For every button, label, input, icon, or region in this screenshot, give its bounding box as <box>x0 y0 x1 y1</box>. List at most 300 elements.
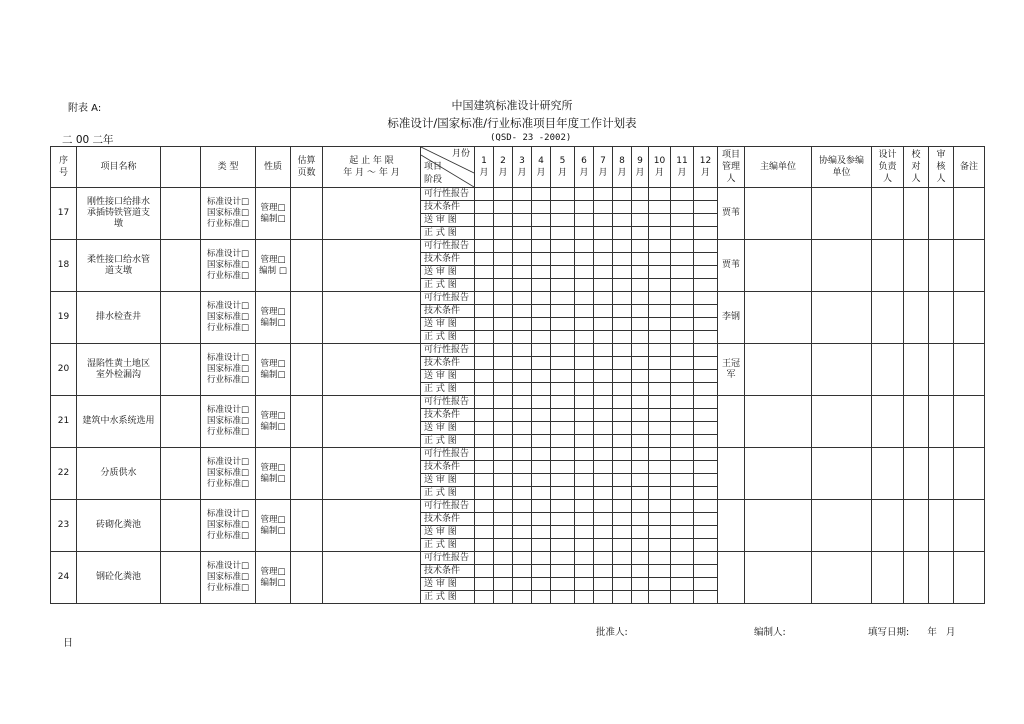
month-cell <box>494 591 513 604</box>
month-cell <box>649 526 671 539</box>
header-project-name: 项目名称 <box>77 147 161 188</box>
header-pages: 估算 页数 <box>291 147 323 188</box>
month-cell <box>649 422 671 435</box>
month-cell <box>649 435 671 448</box>
month-cell <box>632 318 649 331</box>
month-cell <box>551 188 575 201</box>
month-cell <box>513 474 532 487</box>
month-cell <box>613 318 632 331</box>
month-cell <box>694 526 718 539</box>
month-cell <box>649 279 671 292</box>
month-cell <box>632 292 649 305</box>
month-cell <box>649 552 671 565</box>
month-cell <box>594 448 613 461</box>
row-stage: 送 审 图 <box>421 422 475 435</box>
month-cell <box>594 500 613 513</box>
month-cell <box>513 565 532 578</box>
month-cell <box>613 461 632 474</box>
row-blank <box>161 188 201 240</box>
month-cell <box>613 227 632 240</box>
month-cell <box>551 331 575 344</box>
month-cell <box>475 253 494 266</box>
month-cell <box>671 279 694 292</box>
month-cell <box>532 279 551 292</box>
row-nature: 管理□ 编制□ <box>256 292 291 344</box>
row-project-name: 建筑中水系统选用 <box>77 396 161 448</box>
row-project-name: 排水检查井 <box>77 292 161 344</box>
month-cell <box>575 305 594 318</box>
document-code: (QSD- 23 -2002) <box>490 133 572 143</box>
month-cell <box>551 500 575 513</box>
month-cell <box>694 552 718 565</box>
month-cell <box>494 253 513 266</box>
row-designer <box>872 448 904 500</box>
header-month: 5 月 <box>551 147 575 188</box>
month-cell <box>513 578 532 591</box>
row-co-unit <box>812 500 872 552</box>
row-seq: 23 <box>51 500 77 552</box>
month-cell <box>632 305 649 318</box>
header-blank <box>161 147 201 188</box>
month-cell <box>575 461 594 474</box>
row-pages <box>291 396 323 448</box>
month-cell <box>632 487 649 500</box>
month-cell <box>494 487 513 500</box>
month-cell <box>575 279 594 292</box>
month-cell <box>594 305 613 318</box>
attachment-label: 附表 A: <box>68 103 102 114</box>
row-remark <box>954 188 985 240</box>
row-reviewer <box>929 188 954 240</box>
month-cell <box>551 526 575 539</box>
month-cell <box>575 422 594 435</box>
month-cell <box>649 383 671 396</box>
row-stage: 正 式 图 <box>421 383 475 396</box>
month-cell <box>613 500 632 513</box>
month-cell <box>532 201 551 214</box>
month-cell <box>649 565 671 578</box>
row-manager <box>718 448 745 500</box>
header-month: 2 月 <box>494 147 513 188</box>
month-cell <box>613 487 632 500</box>
month-cell <box>671 240 694 253</box>
month-cell <box>594 461 613 474</box>
row-type: 标准设计□ 国家标准□ 行业标准□ <box>201 344 256 396</box>
month-cell <box>494 396 513 409</box>
row-stage: 送 审 图 <box>421 266 475 279</box>
header-month: 3 月 <box>513 147 532 188</box>
row-stage: 正 式 图 <box>421 487 475 500</box>
row-blank <box>161 448 201 500</box>
row-stage: 技术条件 <box>421 513 475 526</box>
row-main-unit <box>745 240 812 292</box>
month-cell <box>551 565 575 578</box>
month-cell <box>494 565 513 578</box>
row-designer <box>872 552 904 604</box>
month-cell <box>532 487 551 500</box>
month-cell <box>494 201 513 214</box>
month-cell <box>671 318 694 331</box>
month-cell <box>613 591 632 604</box>
month-cell <box>551 539 575 552</box>
month-cell <box>475 279 494 292</box>
month-cell <box>649 461 671 474</box>
row-co-unit <box>812 240 872 292</box>
month-cell <box>613 305 632 318</box>
row-period <box>323 552 421 604</box>
header-stage-label: 阶段 <box>424 175 443 185</box>
month-cell <box>594 279 613 292</box>
header-month: 9 月 <box>632 147 649 188</box>
month-cell <box>575 578 594 591</box>
month-cell <box>694 461 718 474</box>
month-cell <box>575 266 594 279</box>
month-cell <box>594 487 613 500</box>
header-designer: 设计 负责 人 <box>872 147 904 188</box>
month-cell <box>694 344 718 357</box>
row-manager: 贾苇 <box>718 240 745 292</box>
month-cell <box>671 292 694 305</box>
header-month: 8 月 <box>613 147 632 188</box>
month-cell <box>532 266 551 279</box>
row-stage: 技术条件 <box>421 357 475 370</box>
month-cell <box>513 396 532 409</box>
month-cell <box>694 253 718 266</box>
month-cell <box>494 578 513 591</box>
month-cell <box>632 526 649 539</box>
header-item-label: 项目 <box>424 162 443 172</box>
row-pages <box>291 292 323 344</box>
month-cell <box>575 357 594 370</box>
month-cell <box>551 357 575 370</box>
month-cell <box>694 357 718 370</box>
month-cell <box>632 552 649 565</box>
row-type: 标准设计□ 国家标准□ 行业标准□ <box>201 292 256 344</box>
month-cell <box>649 539 671 552</box>
month-cell <box>513 214 532 227</box>
month-cell <box>671 578 694 591</box>
row-stage: 可行性报告 <box>421 448 475 461</box>
month-cell <box>532 422 551 435</box>
month-cell <box>671 565 694 578</box>
month-cell <box>494 526 513 539</box>
row-manager: 贾苇 <box>718 188 745 240</box>
month-cell <box>532 305 551 318</box>
month-cell <box>475 370 494 383</box>
month-cell <box>632 370 649 383</box>
organization-name: 中国建筑标准设计研究所 <box>451 99 573 112</box>
month-cell <box>575 591 594 604</box>
row-reviewer <box>929 344 954 396</box>
row-type: 标准设计□ 国家标准□ 行业标准□ <box>201 500 256 552</box>
month-cell <box>575 552 594 565</box>
month-cell <box>613 201 632 214</box>
header-nature: 性质 <box>256 147 291 188</box>
month-cell <box>475 331 494 344</box>
month-cell <box>594 201 613 214</box>
month-cell <box>594 266 613 279</box>
row-project-name: 刚性接口给排水 承插铸铁管道支 墩 <box>77 188 161 240</box>
row-pages <box>291 552 323 604</box>
month-cell <box>671 513 694 526</box>
month-cell <box>632 409 649 422</box>
month-cell <box>694 240 718 253</box>
month-cell <box>594 240 613 253</box>
month-cell <box>671 227 694 240</box>
row-checker <box>904 396 929 448</box>
month-cell <box>594 383 613 396</box>
header-type: 类 型 <box>201 147 256 188</box>
row-blank <box>161 292 201 344</box>
month-cell <box>694 214 718 227</box>
header-month: 1 月 <box>475 147 494 188</box>
month-cell <box>551 513 575 526</box>
row-project-name: 砖砌化粪池 <box>77 500 161 552</box>
month-cell <box>671 266 694 279</box>
month-cell <box>494 422 513 435</box>
month-cell <box>694 422 718 435</box>
row-stage: 正 式 图 <box>421 591 475 604</box>
header-checker: 校 对 人 <box>904 147 929 188</box>
month-cell <box>551 578 575 591</box>
month-cell <box>513 266 532 279</box>
month-cell <box>532 292 551 305</box>
month-cell <box>632 500 649 513</box>
month-cell <box>551 214 575 227</box>
month-cell <box>513 201 532 214</box>
month-cell <box>694 370 718 383</box>
row-stage: 送 审 图 <box>421 318 475 331</box>
month-cell <box>694 409 718 422</box>
table-row <box>51 396 985 409</box>
month-cell <box>632 279 649 292</box>
month-cell <box>551 409 575 422</box>
month-cell <box>575 227 594 240</box>
month-cell <box>613 435 632 448</box>
month-cell <box>532 552 551 565</box>
row-project-name: 湿陷性黄土地区 室外检漏沟 <box>77 344 161 396</box>
month-cell <box>513 409 532 422</box>
row-type: 标准设计□ 国家标准□ 行业标准□ <box>201 240 256 292</box>
row-reviewer <box>929 240 954 292</box>
header-main-unit: 主编单位 <box>745 147 812 188</box>
month-cell <box>613 383 632 396</box>
month-cell <box>613 422 632 435</box>
table-row <box>51 552 985 565</box>
month-cell <box>632 461 649 474</box>
row-remark <box>954 500 985 552</box>
row-checker <box>904 500 929 552</box>
month-cell <box>632 227 649 240</box>
month-cell <box>513 240 532 253</box>
month-cell <box>649 292 671 305</box>
month-cell <box>532 331 551 344</box>
month-cell <box>475 292 494 305</box>
month-cell <box>575 474 594 487</box>
month-cell <box>494 240 513 253</box>
month-cell <box>632 396 649 409</box>
month-cell <box>575 370 594 383</box>
month-cell <box>694 435 718 448</box>
month-cell <box>632 565 649 578</box>
month-cell <box>671 474 694 487</box>
month-cell <box>613 448 632 461</box>
month-cell <box>575 487 594 500</box>
row-main-unit <box>745 448 812 500</box>
row-stage: 可行性报告 <box>421 292 475 305</box>
month-cell <box>671 422 694 435</box>
month-cell <box>575 344 594 357</box>
row-pages <box>291 188 323 240</box>
month-cell <box>575 214 594 227</box>
row-blank <box>161 240 201 292</box>
month-cell <box>551 552 575 565</box>
row-stage: 送 审 图 <box>421 474 475 487</box>
month-cell <box>613 539 632 552</box>
month-cell <box>671 409 694 422</box>
month-cell <box>494 513 513 526</box>
month-cell <box>694 474 718 487</box>
row-checker <box>904 448 929 500</box>
month-cell <box>551 344 575 357</box>
month-cell <box>671 461 694 474</box>
month-cell <box>671 487 694 500</box>
month-cell <box>475 409 494 422</box>
row-period <box>323 500 421 552</box>
month-cell <box>632 513 649 526</box>
month-cell <box>532 214 551 227</box>
month-cell <box>613 552 632 565</box>
month-cell <box>551 227 575 240</box>
month-cell <box>513 552 532 565</box>
row-remark <box>954 448 985 500</box>
header-month: 4 月 <box>532 147 551 188</box>
month-cell <box>494 214 513 227</box>
month-cell <box>551 383 575 396</box>
month-cell <box>613 253 632 266</box>
row-nature: 管理□ 编制□ <box>256 188 291 240</box>
month-cell <box>649 305 671 318</box>
row-stage: 可行性报告 <box>421 396 475 409</box>
month-cell <box>494 344 513 357</box>
month-cell <box>613 513 632 526</box>
day-label: 日 <box>63 638 73 649</box>
row-remark <box>954 396 985 448</box>
month-cell <box>513 487 532 500</box>
month-cell <box>671 552 694 565</box>
row-period <box>323 448 421 500</box>
month-cell <box>632 357 649 370</box>
month-cell <box>532 448 551 461</box>
row-co-unit <box>812 448 872 500</box>
row-manager <box>718 500 745 552</box>
row-designer <box>872 188 904 240</box>
month-cell <box>649 370 671 383</box>
month-cell <box>532 227 551 240</box>
month-cell <box>632 474 649 487</box>
month-cell <box>594 331 613 344</box>
row-co-unit <box>812 344 872 396</box>
row-main-unit <box>745 500 812 552</box>
month-cell <box>613 526 632 539</box>
row-blank <box>161 552 201 604</box>
month-cell <box>551 266 575 279</box>
month-cell <box>649 474 671 487</box>
month-cell <box>594 396 613 409</box>
month-cell <box>694 188 718 201</box>
row-co-unit <box>812 292 872 344</box>
header-manager: 项目 管理 人 <box>718 147 745 188</box>
row-remark <box>954 240 985 292</box>
row-stage: 可行性报告 <box>421 188 475 201</box>
header-co-unit: 协编及参编 单位 <box>812 147 872 188</box>
month-cell <box>513 435 532 448</box>
month-cell <box>694 305 718 318</box>
month-cell <box>475 487 494 500</box>
month-cell <box>551 253 575 266</box>
month-cell <box>613 409 632 422</box>
month-cell <box>575 331 594 344</box>
month-cell <box>475 396 494 409</box>
row-manager: 李钢 <box>718 292 745 344</box>
month-cell <box>494 461 513 474</box>
row-seq: 21 <box>51 396 77 448</box>
month-cell <box>649 188 671 201</box>
month-cell <box>532 591 551 604</box>
month-cell <box>594 591 613 604</box>
month-cell <box>594 435 613 448</box>
row-stage: 送 审 图 <box>421 578 475 591</box>
month-cell <box>632 331 649 344</box>
month-cell <box>694 318 718 331</box>
row-stage: 正 式 图 <box>421 539 475 552</box>
table-row <box>51 188 985 201</box>
month-cell <box>613 292 632 305</box>
month-cell <box>532 383 551 396</box>
month-cell <box>671 253 694 266</box>
month-cell <box>494 227 513 240</box>
month-cell <box>513 305 532 318</box>
month-cell <box>475 500 494 513</box>
month-cell <box>513 513 532 526</box>
month-cell <box>551 240 575 253</box>
month-cell <box>671 331 694 344</box>
row-remark <box>954 552 985 604</box>
month-cell <box>632 266 649 279</box>
month-cell <box>694 578 718 591</box>
month-cell <box>649 331 671 344</box>
row-stage: 技术条件 <box>421 409 475 422</box>
row-stage: 正 式 图 <box>421 435 475 448</box>
month-cell <box>494 500 513 513</box>
month-cell <box>671 500 694 513</box>
month-cell <box>694 591 718 604</box>
month-cell <box>594 409 613 422</box>
row-blank <box>161 344 201 396</box>
row-checker <box>904 344 929 396</box>
row-designer <box>872 396 904 448</box>
row-period <box>323 344 421 396</box>
row-reviewer <box>929 448 954 500</box>
month-cell <box>671 396 694 409</box>
row-main-unit <box>745 552 812 604</box>
month-cell <box>594 214 613 227</box>
month-cell <box>649 266 671 279</box>
row-designer <box>872 240 904 292</box>
month-cell <box>575 526 594 539</box>
month-cell <box>513 461 532 474</box>
month-cell <box>532 565 551 578</box>
